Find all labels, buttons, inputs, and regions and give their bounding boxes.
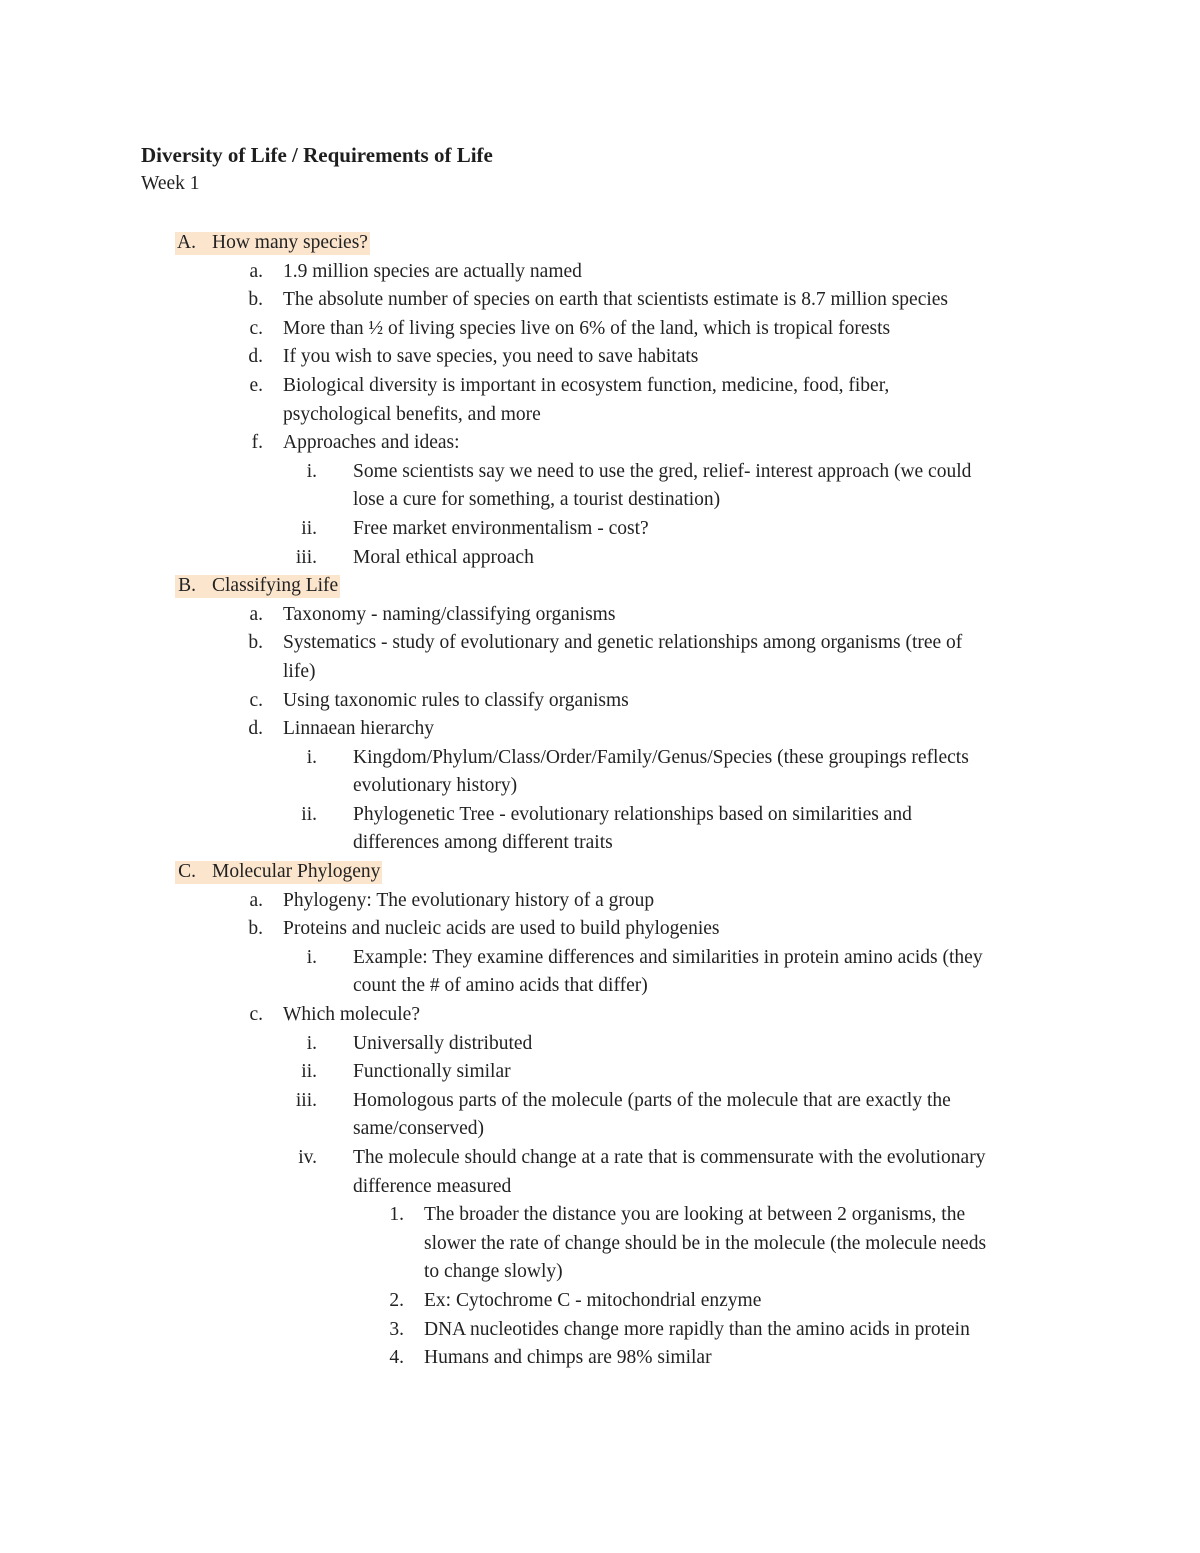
- outline-item-text: Which molecule?: [283, 1004, 420, 1026]
- outline-item: [0, 915, 1200, 944]
- outline-item-text: life): [283, 660, 316, 682]
- list-marker: ii.: [301, 803, 317, 825]
- outline-item: [0, 629, 1200, 658]
- outline-item-text: difference measured: [353, 1175, 512, 1197]
- list-marker: f.: [251, 432, 263, 454]
- outline-item-text: Humans and chimps are 98% similar: [424, 1347, 712, 1369]
- outline-item: [0, 1144, 1200, 1173]
- outline-item: [0, 658, 1200, 687]
- outline-item-text: Taxonomy - naming/classifying organisms: [283, 603, 616, 625]
- outline-item-text: Universally distributed: [353, 1032, 533, 1054]
- list-marker: c.: [249, 689, 263, 711]
- list-marker: a.: [249, 603, 263, 625]
- outline-item: [0, 1230, 1200, 1259]
- outline-item-text: The molecule should change at a rate that is commensurate with the evolutionary: [353, 1147, 986, 1168]
- list-marker: e.: [249, 374, 263, 396]
- outline-item: [0, 944, 1200, 973]
- outline-item-text: Phylogeny: The evolutionary history of a group: [283, 889, 655, 911]
- outline-item-text: Homologous parts of the molecule (parts of the molecule that are exactly the: [353, 1089, 951, 1111]
- section-heading: [0, 229, 1200, 258]
- outline-item: [0, 601, 1200, 630]
- outline-item: [0, 744, 1200, 773]
- section-heading-text: Classifying Life: [212, 575, 339, 597]
- outline-item: [0, 343, 1200, 372]
- outline-item: [0, 715, 1200, 744]
- outline-item-text: Functionally similar: [353, 1061, 511, 1083]
- outline-item: [0, 1115, 1200, 1144]
- list-marker: d.: [248, 346, 263, 368]
- outline-item: [0, 286, 1200, 315]
- outline-item-text: If you wish to save species, you need to save habitats: [283, 346, 699, 368]
- outline-item: [0, 1001, 1200, 1030]
- list-marker: d.: [248, 718, 263, 740]
- list-marker: c.: [249, 1004, 263, 1026]
- outline-item: [0, 829, 1200, 858]
- list-marker: 2.: [389, 1289, 404, 1311]
- outline-list: [0, 229, 1200, 1373]
- outline-item: [0, 1258, 1200, 1287]
- section-heading-text: How many species?: [212, 232, 368, 253]
- section-heading: [0, 858, 1200, 887]
- document-title: Diversity of Life / Requirements of Life: [141, 143, 493, 167]
- outline-item: [0, 772, 1200, 801]
- outline-item-text: Kingdom/Phylum/Class/Order/Family/Genus/Species (these groupings reflects: [353, 746, 969, 768]
- list-marker: iii.: [295, 1089, 317, 1111]
- outline-item-text: Some scientists say we need to use the gred, relief- interest approach (we could: [353, 460, 972, 482]
- list-marker: 1.: [389, 1204, 404, 1226]
- outline-item: [0, 1287, 1200, 1316]
- outline-item: [0, 1030, 1200, 1059]
- outline-item-text: slower the rate of change should be in the molecule (the molecule needs: [424, 1232, 987, 1254]
- outline-item-text: 1.9 million species are actually named: [283, 260, 582, 282]
- outline-item: [0, 429, 1200, 458]
- outline-item: [0, 1058, 1200, 1087]
- section-heading-text: Molecular Phylogeny: [212, 861, 381, 883]
- outline-item: [0, 687, 1200, 716]
- outline-item-text: Moral ethical approach: [353, 546, 534, 568]
- outline-item-text: evolutionary history): [353, 775, 518, 797]
- section-heading: [0, 572, 1200, 601]
- outline-item-text: same/conserved): [353, 1118, 485, 1140]
- outline-item-text: to change slowly): [424, 1261, 563, 1283]
- outline-item: [0, 887, 1200, 916]
- outline-item: [0, 1087, 1200, 1116]
- list-marker: b.: [248, 632, 263, 654]
- outline-item-text: count the # of amino acids that differ): [353, 975, 648, 997]
- outline-item-text: Linnaean hierarchy: [283, 718, 435, 740]
- outline-item: [0, 486, 1200, 515]
- list-marker: ii.: [301, 517, 317, 539]
- outline-item-text: Using taxonomic rules to classify organisms: [283, 689, 629, 711]
- outline-item-text: differences among different traits: [353, 832, 613, 854]
- list-marker: b.: [248, 289, 263, 311]
- list-marker: iii.: [295, 546, 317, 568]
- list-marker: a.: [249, 260, 263, 282]
- outline-item: [0, 1201, 1200, 1230]
- outline-item-text: Example: They examine differences and similarities in protein amino acids (they: [353, 946, 983, 968]
- outline-item-text: DNA nucleotides change more rapidly than the amino acids in protein: [424, 1318, 970, 1340]
- outline-item-text: Ex: Cytochrome C - mitochondrial enzyme: [424, 1289, 762, 1311]
- list-marker: c.: [249, 317, 263, 339]
- outline-item: [0, 544, 1200, 573]
- outline-item: [0, 258, 1200, 287]
- outline-item: [0, 372, 1200, 401]
- list-marker: ii.: [301, 1061, 317, 1083]
- outline-item-text: More than ½ of living species live on 6% of the land, which is tropical forests: [283, 317, 891, 339]
- outline-item-text: The absolute number of species on earth that scientists estimate is 8.7 million species: [283, 289, 949, 311]
- outline-item-text: Biological diversity is important in ecosystem function, medicine, food, fiber,: [283, 374, 890, 396]
- outline-item-text: psychological benefits, and more: [283, 403, 541, 425]
- outline-item: [0, 401, 1200, 430]
- outline-item-text: Approaches and ideas:: [283, 432, 460, 454]
- list-marker: i.: [306, 1032, 317, 1054]
- document-subtitle: Week 1: [141, 173, 200, 194]
- list-marker: iv.: [298, 1147, 317, 1168]
- outline-item-text: The broader the distance you are looking at between 2 organisms, the: [424, 1204, 966, 1226]
- list-marker: b.: [248, 918, 263, 940]
- outline-item: [0, 1316, 1200, 1345]
- outline-item-text: Free market environmentalism - cost?: [353, 517, 649, 539]
- outline-item: [0, 1173, 1200, 1202]
- list-marker: i.: [306, 460, 317, 482]
- list-marker: C.: [178, 861, 196, 883]
- list-marker: 3.: [389, 1318, 404, 1340]
- list-marker: 4.: [389, 1347, 404, 1369]
- outline-item-text: Proteins and nucleic acids are used to build phylogenies: [283, 918, 720, 940]
- outline-item: [0, 515, 1200, 544]
- outline-item-text: Systematics - study of evolutionary and genetic relationships among organisms (tree of: [283, 632, 963, 654]
- list-marker: a.: [249, 889, 263, 911]
- list-marker: A.: [177, 232, 196, 253]
- outline-item: [0, 972, 1200, 1001]
- list-marker: i.: [306, 946, 317, 968]
- outline-item: [0, 801, 1200, 830]
- outline-item: [0, 315, 1200, 344]
- list-marker: i.: [306, 746, 317, 768]
- outline-item-text: Phylogenetic Tree - evolutionary relationships based on similarities and: [353, 803, 912, 825]
- outline-item: [0, 1344, 1200, 1373]
- outline-item-text: lose a cure for something, a tourist destination): [353, 489, 721, 511]
- list-marker: B.: [178, 575, 196, 597]
- outline-item: [0, 458, 1200, 487]
